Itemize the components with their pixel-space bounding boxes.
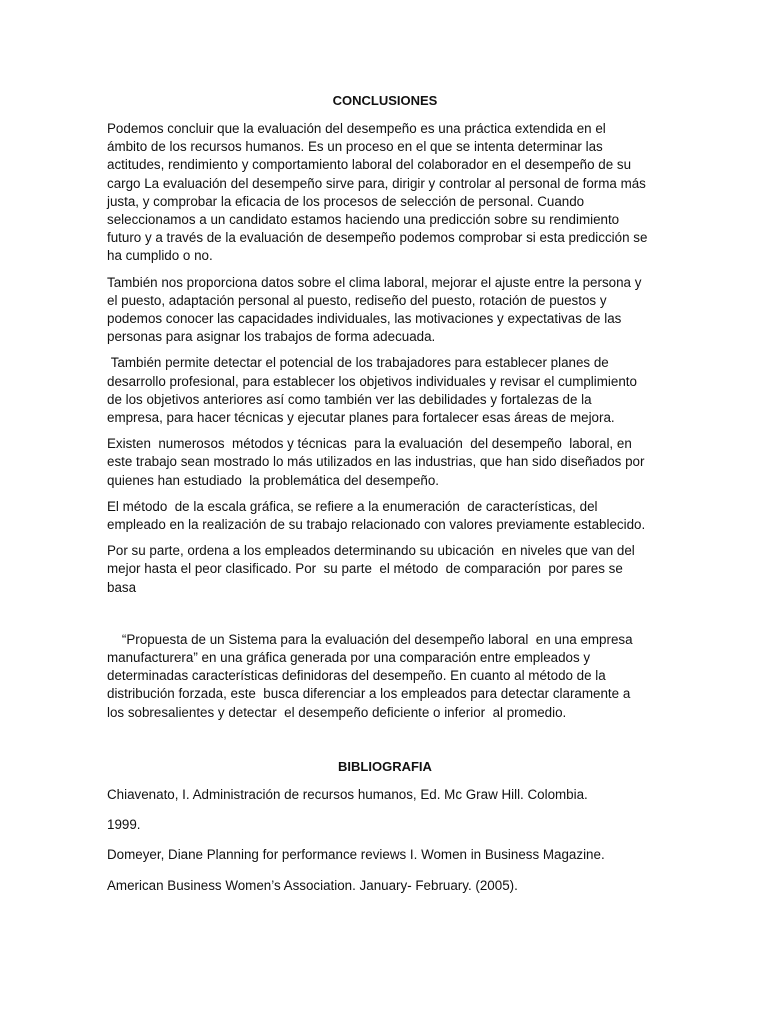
paragraph-potential: También permite detectar el potencial de los trabajadores para establecer planes de desarrollo profesional, para establecer los objetivos individuales y revisar el cumplimiento de los objetivos anteriores así como también ver las debilidades y fortalezas de la empresa, para hacer técnicas y ejecutar planes para fortalecer esas áreas de mejora. [107,355,641,426]
paragraph-intro: Podemos concluir que la evaluación del desempeño es una práctica extendida en el ámbito de los recursos humanos. Es un proceso en el que se intenta determinar las actitudes, rendimiento y comportamiento laboral del colaborador en el desempeño de su cargo La evaluación del desempeño sirve para, dirigir y controlar al personal de forma más justa, y comprobar la eficacia de los procesos de selección de personal. Cuando seleccionamos a un candidato estamos haciendo una predicción sobre su rendimiento futuro y a través de la evaluación de desempeño podemos comprobar si esta predicción se ha cumplido o no. [107,121,648,264]
bibliography-entry: Chiavenato, I. Administración de recursos humanos, Ed. Mc Graw Hill. Colombia. [107,786,588,802]
bibliography-entry: Domeyer, Diane Planning for performance reviews I. Women in Business Magazine. [107,847,605,863]
paragraph-climate: También nos proporciona datos sobre el clima laboral, mejorar el ajuste entre la persona y el puesto, adaptación personal al puesto, rediseño del puesto, rotación de puestos y podemos conocer las capacidades individuales, las motivaciones y expectativas de las personas para asignar los trabajos de forma adecuada. [107,274,642,345]
bibliography-heading: BIBLIOGRAFIA [338,758,432,774]
bibliography-entry: 1999. [107,817,141,833]
paragraph-ranking: Por su parte, ordena a los empleados determinando su ubicación en niveles que van del mejor hasta el peor clasificado. Por su parte el método de comparación por pares se basa [107,543,639,595]
conclusions-heading: CONCLUSIONES [332,93,438,108]
paragraph-proposal: “Propuesta de un Sistema para la evaluación del desempeño laboral en una empresa manufacturera” en una gráfica generada por una comparación entre empleados y determinadas características definidoras del desempeño. En cuanto al método de la distribución forzada, este busca diferenciar a los empleados para detectar claramente a los sobresalientes y detectar el desempeño deficiente o inferior al promedio. [107,631,637,720]
section-spacer [107,730,649,758]
paragraph-graphic-scale: El método de la escala gráfica, se refiere a la enumeración de características, del empleado en la realización de su trabajo relacionado con valores previamente establecido. [107,498,646,533]
document-page [107,92,649,907]
paragraph-spacer [107,605,649,631]
paragraph-methods: Existen numerosos métodos y técnicas para la evaluación del desempeño laboral, en este trabajo sean mostrado lo más utilizados en las industrias, que han sido diseñados por quienes han estudiado la problemática del desempeño. [107,436,649,488]
bibliography-entry: American Business Women’s Association. January- February. (2005). [107,877,518,893]
